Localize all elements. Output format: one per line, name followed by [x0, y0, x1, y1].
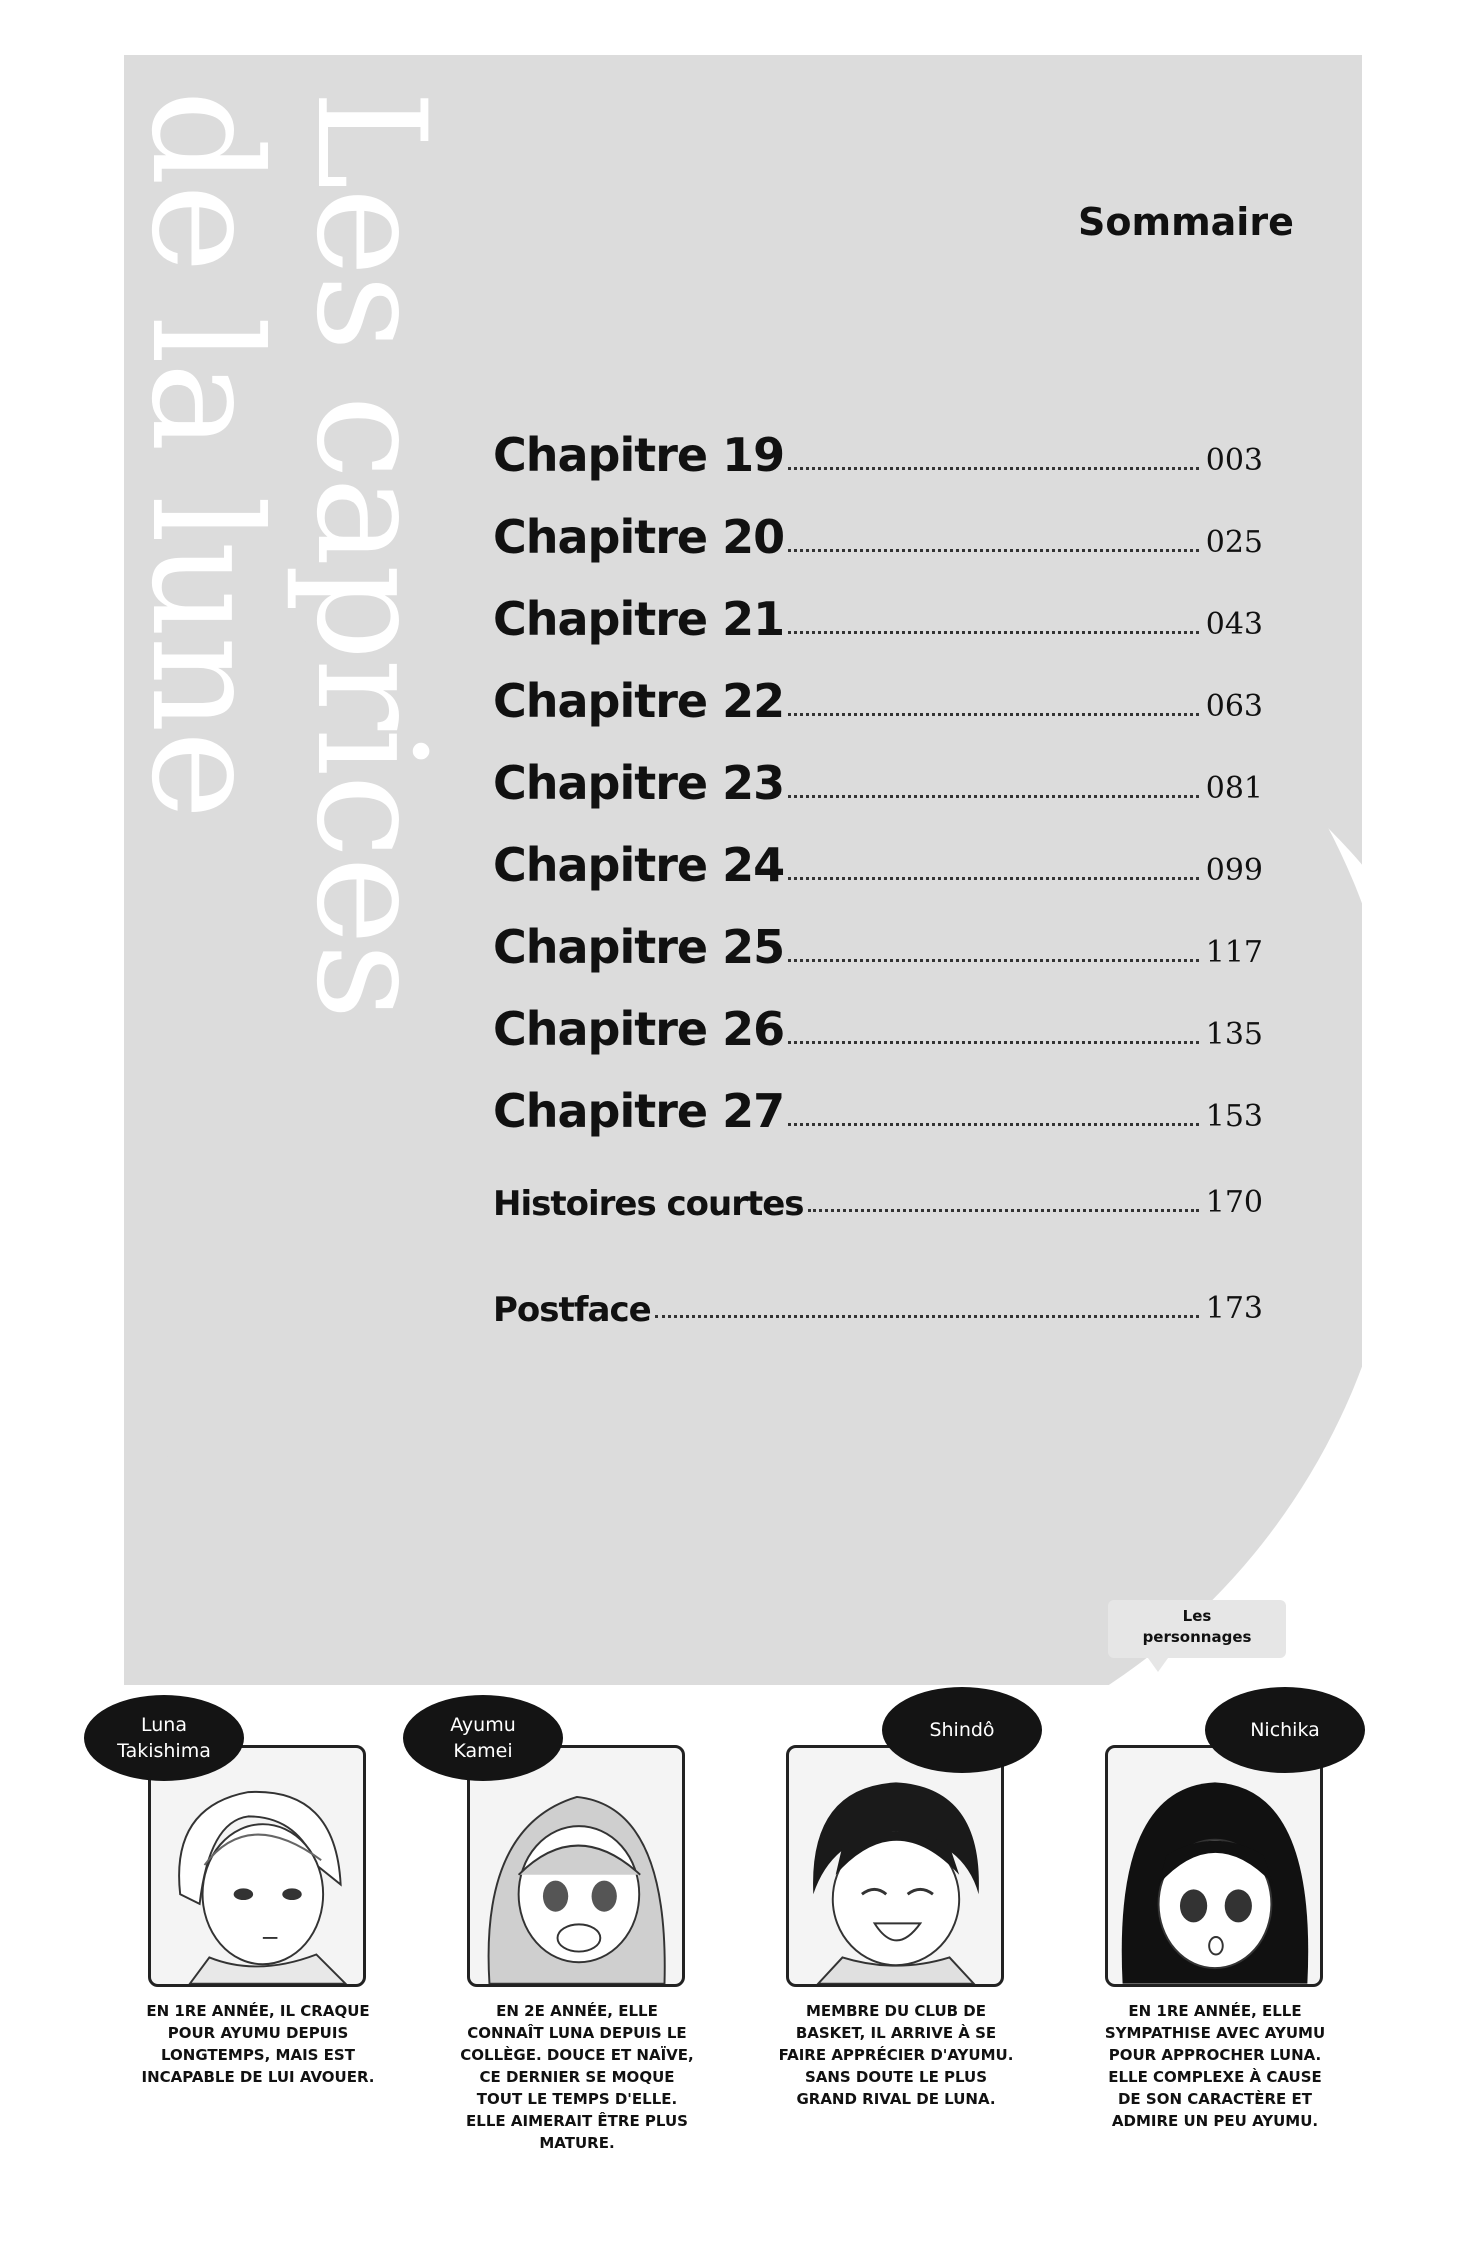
boy-smiling-portrait-icon: [789, 1748, 1001, 1984]
toc-title: Chapitre 21: [493, 592, 785, 646]
toc-entry[interactable]: [493, 810, 1263, 892]
toc-title: Chapitre 24: [493, 838, 785, 892]
toc-page: 063: [1205, 689, 1263, 724]
vertical-title-line1: Les caprices: [283, 90, 457, 1018]
toc-page: 003: [1205, 443, 1263, 478]
toc-leader: [788, 1041, 1199, 1044]
toc-title: Chapitre 20: [493, 510, 785, 564]
toc-entry[interactable]: [493, 728, 1263, 810]
toc-leader: [788, 959, 1199, 962]
toc-entry[interactable]: [493, 564, 1263, 646]
character-surname: Kamei: [453, 1740, 513, 1762]
toc-page: 081: [1205, 771, 1263, 806]
characters-header: [1108, 1600, 1286, 1658]
toc-title: Chapitre 27: [493, 1084, 785, 1138]
girl-long-hair-portrait-icon: [1108, 1748, 1320, 1984]
toc-title: Postface: [493, 1290, 651, 1330]
character-surname: Takishima: [117, 1740, 211, 1762]
toc-entry[interactable]: [493, 974, 1263, 1056]
character-description: EN 2E ANNÉE, ELLE CONNAÎT LUNA DEPUIS LE COLLÈGE. DOUCE ET NAÏVE, CE DERNIER SE MOQUE TOUT LE TEMPS D'ELLE. ELLE AIMERAIT ÊTRE PLUS MATURE.: [460, 2002, 694, 2152]
toc-entry[interactable]: [493, 482, 1263, 564]
toc-title: Chapitre 26: [493, 1002, 785, 1056]
toc-entry[interactable]: [493, 1138, 1263, 1224]
character-name: Luna: [141, 1714, 187, 1736]
toc-title: Chapitre 23: [493, 756, 785, 810]
vertical-title-line2: de la lune: [118, 90, 292, 818]
character-name: Ayumu: [450, 1714, 516, 1736]
boy-portrait-icon: [151, 1748, 363, 1984]
character-description: EN 1RE ANNÉE, ELLE SYMPATHISE AVEC AYUMU POUR APPROCHER LUNA. ELLE COMPLEXE À CAUSE DE SON CARACTÈRE ET ADMIRE UN PEU AYUMU.: [1104, 2002, 1326, 2130]
toc-page: 153: [1205, 1099, 1263, 1134]
character-name: Nichika: [1250, 1719, 1320, 1741]
character-portrait: [786, 1745, 1004, 1987]
character-name-bubble: [882, 1687, 1042, 1773]
toc-entry[interactable]: [493, 400, 1263, 482]
toc-page: 170: [1205, 1185, 1263, 1220]
toc-page: 099: [1205, 853, 1263, 888]
toc-entry[interactable]: [493, 1244, 1263, 1330]
toc-page: 043: [1205, 607, 1263, 642]
characters-header-line1: Les: [1182, 1607, 1212, 1625]
toc-page: 117: [1205, 935, 1263, 970]
toc-title: Chapitre 19: [493, 428, 785, 482]
table-of-contents: [493, 400, 1263, 1330]
toc-leader: [788, 1123, 1199, 1126]
toc-entry[interactable]: [493, 1056, 1263, 1138]
toc-page: 025: [1205, 525, 1263, 560]
character-name-bubble: [84, 1695, 244, 1781]
page-title: Sommaire: [1078, 200, 1294, 244]
girl-portrait-icon: [470, 1748, 682, 1984]
toc-page: 173: [1205, 1291, 1263, 1326]
toc-leader: [788, 549, 1199, 552]
toc-leader: [788, 631, 1199, 634]
toc-title: Chapitre 25: [493, 920, 785, 974]
toc-leader: [808, 1209, 1199, 1212]
character-description: MEMBRE DU CLUB DE BASKET, IL ARRIVE À SE FAIRE APPRÉCIER D'AYUMU. SANS DOUTE LE PLUS GRAND RIVAL DE LUNA.: [778, 2002, 1014, 2108]
character-portrait: [467, 1745, 685, 1987]
toc-leader: [788, 795, 1199, 798]
toc-title: Chapitre 22: [493, 674, 785, 728]
character-name: Shindô: [929, 1719, 995, 1741]
toc-entry[interactable]: [493, 892, 1263, 974]
toc-leader: [655, 1315, 1199, 1318]
toc-leader: [788, 877, 1199, 880]
toc-page: 135: [1205, 1017, 1263, 1052]
character-name-bubble: [1205, 1687, 1365, 1773]
characters-header-line2: personnages: [1142, 1628, 1252, 1646]
toc-title: Histoires courtes: [493, 1184, 804, 1224]
character-description: EN 1RE ANNÉE, IL CRAQUE POUR AYUMU DEPUIS LONGTEMPS, MAIS EST INCAPABLE DE LUI AVOUER.: [141, 2002, 375, 2086]
character-portrait: [148, 1745, 366, 1987]
toc-entry[interactable]: [493, 646, 1263, 728]
toc-leader: [788, 713, 1199, 716]
character-name-bubble: [403, 1695, 563, 1781]
toc-leader: [788, 467, 1199, 470]
character-portrait: [1105, 1745, 1323, 1987]
